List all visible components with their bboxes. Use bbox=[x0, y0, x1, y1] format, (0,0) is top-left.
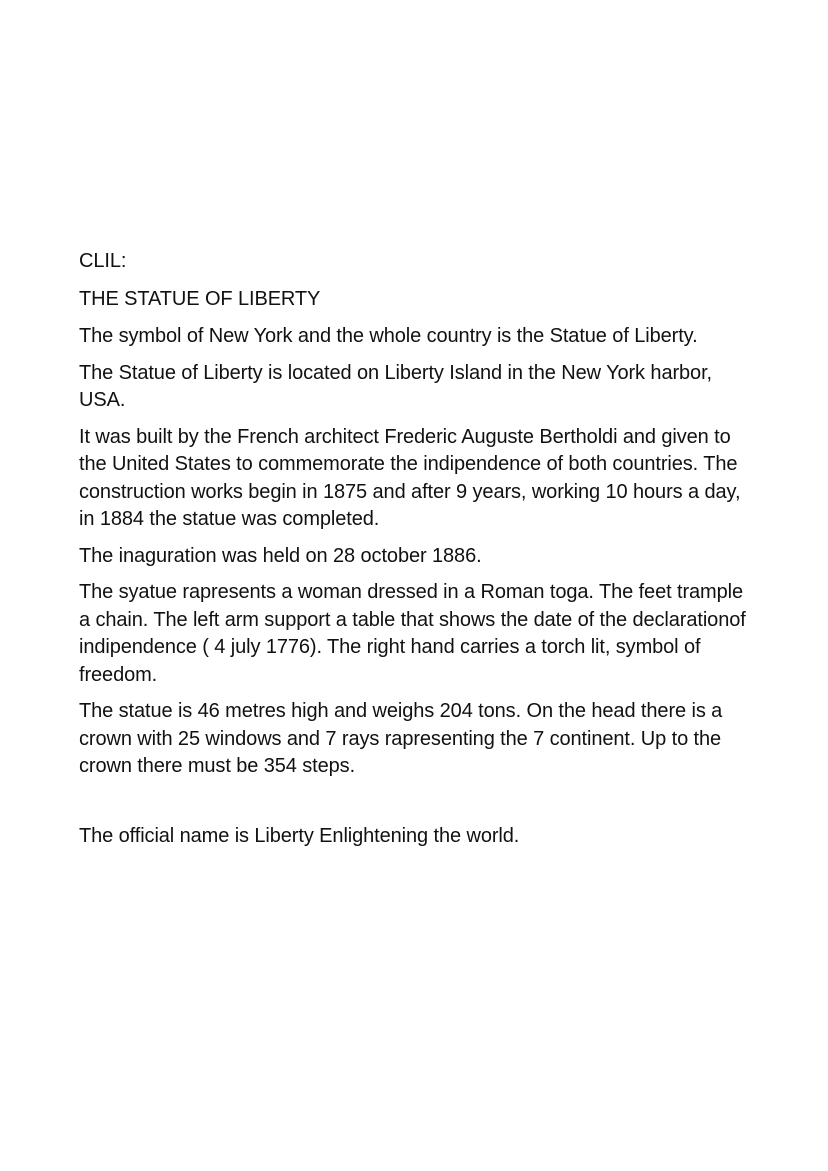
paragraph-official-name: The official name is Liberty Enlightening the world. bbox=[79, 824, 520, 847]
document-title: THE STATUE OF LIBERTY bbox=[79, 287, 321, 310]
document-label: CLIL: bbox=[79, 250, 127, 272]
paragraph-construction: It was built by the French architect Frederic Auguste Bertholdi and given to the United States to commemorate the indipendence of both countries. The construction works begin in 1875 and after 9 years, working 10 hours a day, in 1884 the statue was completed. bbox=[79, 425, 741, 530]
paragraph-spacer bbox=[79, 790, 749, 823]
paragraph-dimensions: The statue is 46 metres high and weighs 204 tons. On the head there is a crown with 25 windows and 7 rays rapresenting the 7 continent. Up to the crown there must be 354 steps. bbox=[79, 700, 723, 777]
paragraph-inauguration: The inaguration was held on 28 october 1886. bbox=[79, 544, 482, 567]
paragraph-description: The syatue rapresents a woman dressed in a Roman toga. The feet trample a chain. The left arm support a table that shows the date of the declarationof indipendence ( 4 july 1776). The right hand carries a torch lit, symbol of freedom. bbox=[79, 581, 746, 686]
paragraph-symbol: The symbol of New York and the whole country is the Statue of Liberty. bbox=[79, 325, 698, 347]
paragraph-location: The Statue of Liberty is located on Liberty Island in the New York harbor, USA. bbox=[79, 361, 712, 411]
document-page bbox=[79, 248, 749, 859]
